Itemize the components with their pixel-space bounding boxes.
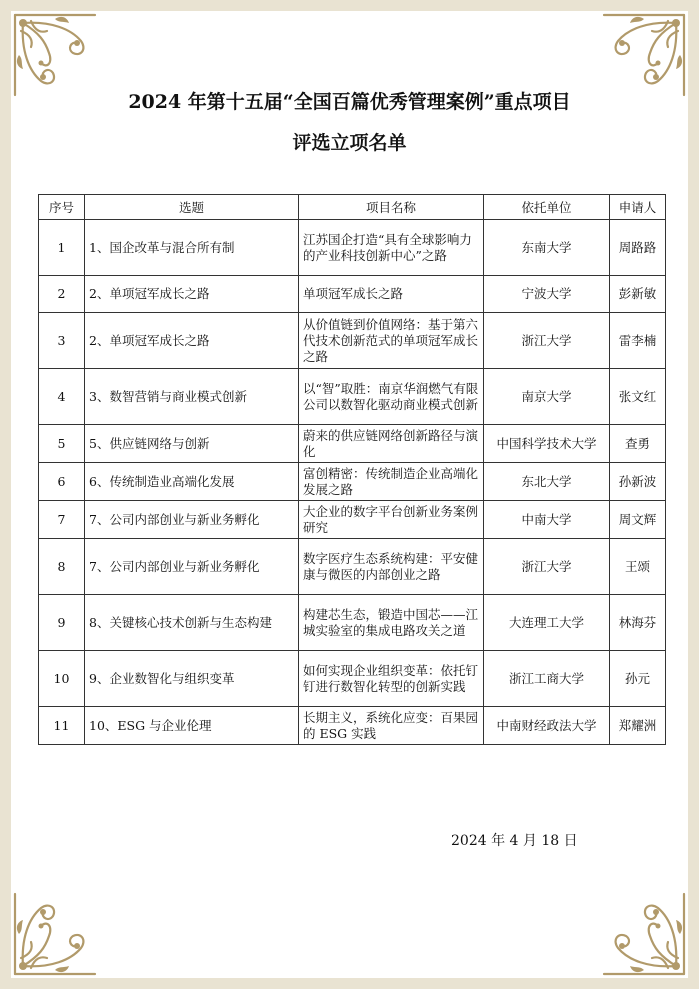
table-row [39, 313, 666, 369]
cell-topic: 5、供应链网络与创新 [85, 425, 299, 463]
document-page [11, 11, 688, 978]
cell-project: 构建芯生态，锻造中国芯——江城实验室的集成电路攻关之道 [299, 595, 484, 651]
cell-no: 9 [39, 595, 85, 651]
table-row [39, 651, 666, 707]
cell-applicant: 彭新敏 [610, 276, 666, 313]
cell-project: 大企业的数字平台创新业务案例研究 [299, 501, 484, 539]
header-no: 序号 [39, 195, 85, 220]
table-row [39, 220, 666, 276]
table-row [39, 707, 666, 745]
cell-no: 3 [39, 313, 85, 369]
cell-unit: 南京大学 [484, 369, 610, 425]
cell-topic: 6、传统制造业高端化发展 [85, 463, 299, 501]
cell-applicant: 雷李楠 [610, 313, 666, 369]
cell-applicant: 郑耀洲 [610, 707, 666, 745]
table-row [39, 463, 666, 501]
cell-no: 10 [39, 651, 85, 707]
corner-ornament-top-left [11, 11, 99, 99]
cell-project: 蔚来的供应链网络创新路径与演化 [299, 425, 484, 463]
table-row [39, 276, 666, 313]
table-header-row [39, 195, 666, 220]
cell-project: 从价值链到价值网络：基于第六代技术创新范式的单项冠军成长之路 [299, 313, 484, 369]
issue-date: 2024 年 4 月 18 日 [451, 833, 578, 849]
cell-unit: 中南大学 [484, 501, 610, 539]
cell-project: 江苏国企打造“具有全球影响力的产业科技创新中心”之路 [299, 220, 484, 276]
corner-ornament-bottom-left [11, 890, 99, 978]
table-row [39, 425, 666, 463]
cell-unit: 东南大学 [484, 220, 610, 276]
cell-topic: 3、数智营销与商业模式创新 [85, 369, 299, 425]
corner-ornament-top-right [600, 11, 688, 99]
cell-unit: 中国科学技术大学 [484, 425, 610, 463]
header-unit: 依托单位 [484, 195, 610, 220]
header-project: 项目名称 [299, 195, 484, 220]
cell-topic: 8、关键核心技术创新与生态构建 [85, 595, 299, 651]
cell-no: 8 [39, 539, 85, 595]
cell-unit: 浙江大学 [484, 313, 610, 369]
table-row [39, 369, 666, 425]
cell-applicant: 林海芬 [610, 595, 666, 651]
cell-unit: 浙江大学 [484, 539, 610, 595]
cell-topic: 2、单项冠军成长之路 [85, 276, 299, 313]
cell-no: 11 [39, 707, 85, 745]
cell-applicant: 孙新波 [610, 463, 666, 501]
table-row [39, 539, 666, 595]
cell-applicant: 查勇 [610, 425, 666, 463]
cell-topic: 7、公司内部创业与新业务孵化 [85, 539, 299, 595]
cell-applicant: 孙元 [610, 651, 666, 707]
cell-no: 7 [39, 501, 85, 539]
cell-topic: 9、企业数智化与组织变革 [85, 651, 299, 707]
cell-no: 1 [39, 220, 85, 276]
page-subtitle: 评选立项名单 [292, 132, 407, 154]
cell-project: 富创精密：传统制造企业高端化发展之路 [299, 463, 484, 501]
cell-project: 如何实现企业组织变革：依托钉钉进行数智化转型的创新实践 [299, 651, 484, 707]
cell-no: 4 [39, 369, 85, 425]
cell-topic: 1、国企改革与混合所有制 [85, 220, 299, 276]
cell-applicant: 张文红 [610, 369, 666, 425]
corner-ornament-bottom-right [600, 890, 688, 978]
cell-applicant: 王颂 [610, 539, 666, 595]
cell-project: 数字医疗生态系统构建：平安健康与微医的内部创业之路 [299, 539, 484, 595]
cell-applicant: 周文辉 [610, 501, 666, 539]
cell-topic: 7、公司内部创业与新业务孵化 [85, 501, 299, 539]
cell-topic: 2、单项冠军成长之路 [85, 313, 299, 369]
cell-project: 长期主义，系统化应变：百果园的 ESG 实践 [299, 707, 484, 745]
cell-unit: 大连理工大学 [484, 595, 610, 651]
cell-unit: 浙江工商大学 [484, 651, 610, 707]
cell-applicant: 周路路 [610, 220, 666, 276]
page-title: 2024 年第十五届“全国百篇优秀管理案例”重点项目 [128, 91, 571, 113]
table-row [39, 595, 666, 651]
cell-no: 2 [39, 276, 85, 313]
project-list-table [38, 194, 666, 745]
cell-no: 5 [39, 425, 85, 463]
cell-topic: 10、ESG 与企业伦理 [85, 707, 299, 745]
table-row [39, 501, 666, 539]
header-topic: 选题 [85, 195, 299, 220]
cell-unit: 中南财经政法大学 [484, 707, 610, 745]
cell-project: 单项冠军成长之路 [299, 276, 484, 313]
cell-unit: 宁波大学 [484, 276, 610, 313]
cell-unit: 东北大学 [484, 463, 610, 501]
cell-project: 以“智”取胜：南京华润燃气有限公司以数智化驱动商业模式创新 [299, 369, 484, 425]
cell-no: 6 [39, 463, 85, 501]
header-applicant: 申请人 [610, 195, 666, 220]
